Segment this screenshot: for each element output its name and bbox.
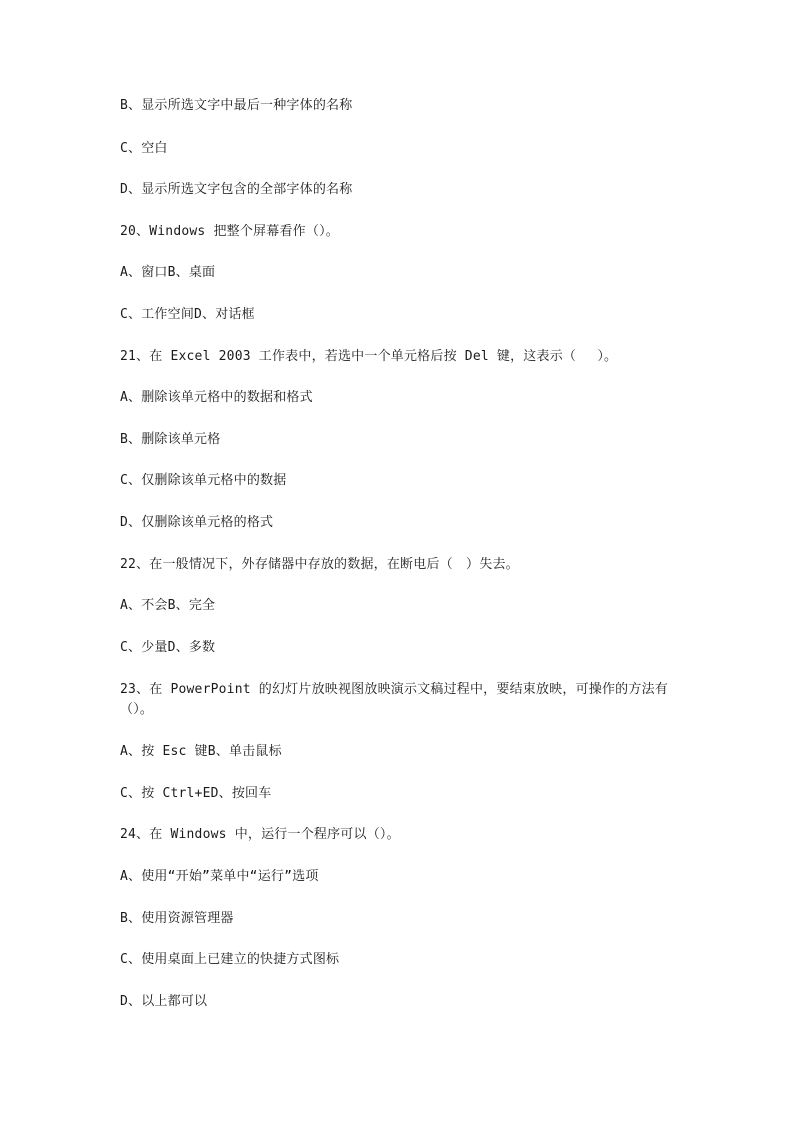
q21-option-a: A、删除该单元格中的数据和格式	[120, 390, 313, 405]
q22-question: 22、在一般情况下，外存储器中存放的数据，在断电后（ ）失去。	[120, 557, 519, 572]
q19-option-c: C、空白	[120, 141, 168, 156]
q19-option-d: D、显示所选文字包含的全部字体的名称	[120, 182, 353, 197]
q24-option-a: A、使用“开始”菜单中“运行”选项	[120, 869, 319, 884]
q20-options-ab: A、窗口B、桌面	[120, 265, 216, 280]
q20-question: 20、Windows 把整个屏幕看作（）。	[120, 224, 339, 239]
q23-options-ab: A、按 Esc 键B、单击鼠标	[120, 744, 282, 759]
q21-option-b: B、删除该单元格	[120, 432, 221, 447]
q21-option-d: D、仅删除该单元格的格式	[120, 515, 274, 530]
q21-option-c: C、仅删除该单元格中的数据	[120, 473, 287, 488]
q19-option-b: B、显示所选文字中最后一种字体的名称	[120, 98, 353, 113]
q24-option-d: D、以上都可以	[120, 994, 208, 1009]
q23-question: 23、在 PowerPoint 的幻灯片放映视图放映演示文稿过程中，要结束放映，可操作的方法有（）。	[120, 682, 668, 717]
q20-options-cd: C、工作空间D、对话框	[120, 307, 255, 322]
q22-options-ab: A、不会B、完全	[120, 598, 216, 613]
q23-options-cd: C、按 Ctrl+ED、按回车	[120, 786, 272, 801]
q22-options-cd: C、少量D、多数	[120, 640, 216, 655]
q24-option-c: C、使用桌面上已建立的快捷方式图标	[120, 952, 340, 967]
q21-question: 21、在 Excel 2003 工作表中，若选中一个单元格后按 Del 键，这表示（ ）。	[120, 349, 618, 364]
q24-option-b: B、使用资源管理器	[120, 911, 234, 926]
q24-question: 24、在 Windows 中，运行一个程序可以（）。	[120, 827, 400, 842]
